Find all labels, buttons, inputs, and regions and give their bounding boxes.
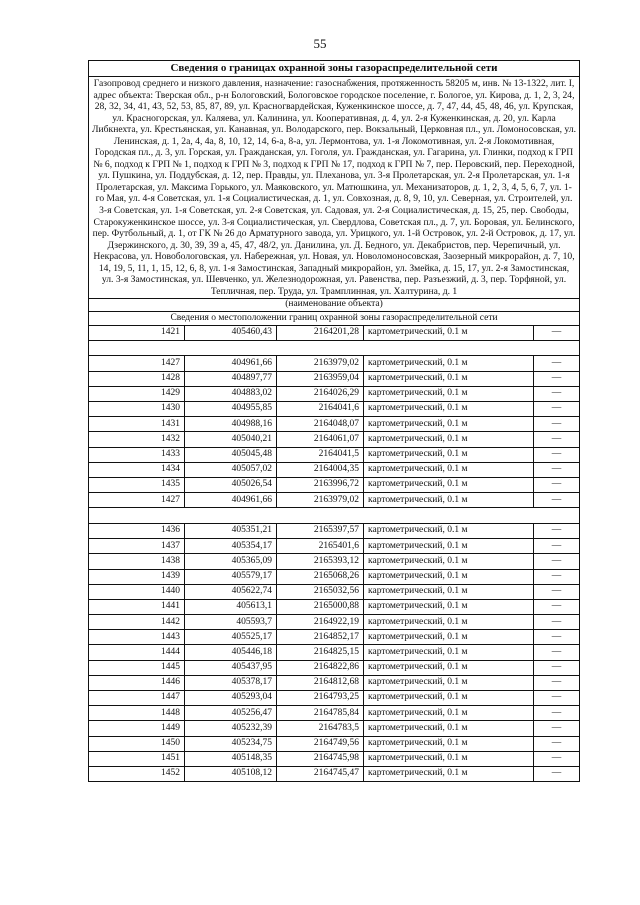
table-row	[89, 493, 580, 508]
note-cell: —	[534, 660, 580, 675]
point-number-cell: 1436	[89, 523, 185, 538]
location-caption: Сведения о местоположении границ охранной зоны газораспределительной сети	[89, 311, 580, 325]
object-name-caption: (наименование объекта)	[89, 299, 580, 311]
note-cell: —	[534, 569, 580, 584]
group-separator-cell	[89, 340, 580, 356]
table-row	[89, 675, 580, 690]
y-coordinate-cell: 2164822,86	[277, 660, 364, 675]
y-coordinate-cell: 2164745,47	[277, 766, 364, 781]
point-number-cell: 1439	[89, 569, 185, 584]
table-row	[89, 325, 580, 340]
x-coordinate-cell: 405256,47	[185, 706, 277, 721]
note-cell: —	[534, 751, 580, 766]
y-coordinate-cell: 2165068,26	[277, 569, 364, 584]
y-coordinate-cell: 2163996,72	[277, 477, 364, 492]
table-row	[89, 432, 580, 447]
method-cell: картометрический, 0.1 м	[364, 493, 534, 508]
note-cell: —	[534, 645, 580, 660]
method-cell: картометрический, 0.1 м	[364, 615, 534, 630]
point-number-cell: 1437	[89, 539, 185, 554]
table-row	[89, 554, 580, 569]
table-row	[89, 691, 580, 706]
method-cell: картометрический, 0.1 м	[364, 599, 534, 614]
y-coordinate-cell: 2165401,6	[277, 539, 364, 554]
method-cell: картометрический, 0.1 м	[364, 554, 534, 569]
table-row	[89, 417, 580, 432]
x-coordinate-cell: 405293,04	[185, 691, 277, 706]
table-row	[89, 645, 580, 660]
note-cell: —	[534, 539, 580, 554]
object-description: Газопровод среднего и низкого давления, назначение: газоснабжения, протяженность 58205 м, инв. № 13-1322, лит. I, адрес объекта: Тверская обл., р-н Бологовский, Бологовское городское поселение, г. Бологое, ул. Кирова, д. 1, 2, 3, 24, 28, 32, 34, 41, 43, 52, 53, 85, 87, 89, ул. Красногвардейская, Куженкинское шоссе, д. 7, 47, 44, 45, 48, 46, ул. Крупская, ул. Красногорская, ул. Каляева, ул. Калинина, ул. Кооперативная, д. 4, ул. 2-я Куженкинская, д. 20, ул. Карла Либкнехта, ул. Крестьянская, ул. Канавная, ул. Володарского, пер. Вокзальный, Церковная пл., ул. Ломоносовская, ул. Ленинская, д. 1, 2а, 4, 4а, 8, 10, 12, 14, 6-а, 8-а, ул. Лермонтова, ул. 1-я Локомотивная, ул. 2-я Локомотивная, Городская пл., д. 3, ул. Горская, ул. Гражданская, ул. Гоголя, ул. Гражданская, ул. Гагарина, ул. Глинки, подход к ГРП № 6, подход к ГРП № 1, подход к ГРП № 3, подход к ГРП № 17, подход к ГРП № 7, пер. Перовский, пер. Переходной, ул. Пушкина, ул. Поддубская, д. 12, пер. Правды, ул. Плеханова, ул. 3-я Пролетарская, ул. 2-я Пролетарская, ул. 1-я Пролетарская, ул. Максима Горького, ул. Маяковского, ул. Матюшкина, ул. Механизаторов, д. 1, 2, 3, 4, 5, 6, 7, ул. 1-го Мая, ул. 4-я Советская, ул. 1-я Социалистическая, д. 1, ул. Совхозная, д. 8, 9, 10, ул. Северная, ул. Строителей, ул. 3-я Советская, ул. 1-я Советская, ул. 2-я Советская, ул. Садовая, ул. 2-я Социалистическая, д. 15, 25, пер. Свободы, Старокуженкинское шоссе, ул. 3-я Социалистическая, ул. Свердлова, Советская пл., д. 7, ул. Боровая, ул. Белинского, пер. Футбольный, д. 1, от ГК № 26 до Арматурного завода, ул. Урицкого, ул. 1-й Островок, ул. 2-й Островок, д. 17, ул. Дзержинского, д. 30, 39, 39 а, 45, 47, 48/2, ул. Данилина, ул. Д. Бедного, ул. Декабристов, пер. Черепичный, ул. Некрасова, ул. Новобологовская, ул. Набережная, ул. Новая, ул. Новоломоносовская, Заозерный микрорайон, д. 7, 10, 14, 19, 5, 11, 1, 15, 12, 6, 8, ул. 1-я Замостинская, Западный микрорайон, ул. Змейка, д. 15, 17, ул. 2-я Замостинская, ул. 3-я Замостинская, ул. Шевченко, ул. Железнодорожная, ул. Равенства, пер. Разъезжий, д. 3, пер. Торфяной, ул. Тепличная, пер. Труда, ул. Трамплинная, ул. Халтурина, д. 1	[89, 77, 580, 299]
table-row	[89, 630, 580, 645]
note-cell: —	[534, 523, 580, 538]
point-number-cell: 1450	[89, 736, 185, 751]
x-coordinate-cell: 405045,48	[185, 447, 277, 462]
group-separator-row	[89, 508, 580, 524]
point-number-cell: 1446	[89, 675, 185, 690]
y-coordinate-cell: 2165393,12	[277, 554, 364, 569]
y-coordinate-cell: 2163979,02	[277, 493, 364, 508]
x-coordinate-cell: 404961,66	[185, 493, 277, 508]
table-row	[89, 386, 580, 401]
table-row	[89, 569, 580, 584]
note-cell: —	[534, 477, 580, 492]
point-number-cell: 1438	[89, 554, 185, 569]
point-number-cell: 1448	[89, 706, 185, 721]
note-cell: —	[534, 402, 580, 417]
y-coordinate-cell: 2164004,35	[277, 462, 364, 477]
table-body	[89, 61, 580, 782]
page-number: 55	[313, 36, 327, 51]
point-number-cell: 1441	[89, 599, 185, 614]
table-row	[89, 584, 580, 599]
point-number-cell: 1443	[89, 630, 185, 645]
point-number-cell: 1429	[89, 386, 185, 401]
method-cell: картометрический, 0.1 м	[364, 402, 534, 417]
point-number-cell: 1427	[89, 356, 185, 371]
x-coordinate-cell: 405365,09	[185, 554, 277, 569]
y-coordinate-cell: 2165397,57	[277, 523, 364, 538]
point-number-cell: 1440	[89, 584, 185, 599]
point-number-cell: 1452	[89, 766, 185, 781]
method-cell: картометрический, 0.1 м	[364, 477, 534, 492]
group-separator-cell	[89, 508, 580, 524]
method-cell: картометрический, 0.1 м	[364, 356, 534, 371]
point-number-cell: 1444	[89, 645, 185, 660]
y-coordinate-cell: 2163959,04	[277, 371, 364, 386]
y-coordinate-cell: 2164201,28	[277, 325, 364, 340]
y-coordinate-cell: 2164783,5	[277, 721, 364, 736]
point-number-cell: 1449	[89, 721, 185, 736]
table-row	[89, 402, 580, 417]
method-cell: картометрический, 0.1 м	[364, 721, 534, 736]
boundary-table	[88, 60, 580, 782]
point-number-cell: 1445	[89, 660, 185, 675]
method-cell: картометрический, 0.1 м	[364, 706, 534, 721]
note-cell: —	[534, 630, 580, 645]
method-cell: картометрический, 0.1 м	[364, 630, 534, 645]
x-coordinate-cell: 405232,39	[185, 721, 277, 736]
x-coordinate-cell: 405579,17	[185, 569, 277, 584]
title-row	[89, 61, 580, 77]
x-coordinate-cell: 405354,17	[185, 539, 277, 554]
x-coordinate-cell: 405108,12	[185, 766, 277, 781]
x-coordinate-cell: 405437,95	[185, 660, 277, 675]
table-row	[89, 751, 580, 766]
point-number-cell: 1442	[89, 615, 185, 630]
y-coordinate-cell: 2164785,84	[277, 706, 364, 721]
point-number-cell: 1447	[89, 691, 185, 706]
method-cell: картометрический, 0.1 м	[364, 417, 534, 432]
method-cell: картометрический, 0.1 м	[364, 325, 534, 340]
note-cell: —	[534, 356, 580, 371]
method-cell: картометрический, 0.1 м	[364, 660, 534, 675]
x-coordinate-cell: 405057,02	[185, 462, 277, 477]
method-cell: картометрический, 0.1 м	[364, 371, 534, 386]
x-coordinate-cell: 404883,02	[185, 386, 277, 401]
y-coordinate-cell: 2164041,5	[277, 447, 364, 462]
point-number-cell: 1435	[89, 477, 185, 492]
method-cell: картометрический, 0.1 м	[364, 462, 534, 477]
table-row	[89, 766, 580, 781]
point-number-cell: 1451	[89, 751, 185, 766]
table-row	[89, 477, 580, 492]
method-cell: картометрический, 0.1 м	[364, 523, 534, 538]
point-number-cell: 1433	[89, 447, 185, 462]
table-row	[89, 356, 580, 371]
group-separator-row	[89, 340, 580, 356]
x-coordinate-cell: 404961,66	[185, 356, 277, 371]
table-row	[89, 660, 580, 675]
note-cell: —	[534, 691, 580, 706]
note-cell: —	[534, 736, 580, 751]
note-cell: —	[534, 766, 580, 781]
note-cell: —	[534, 493, 580, 508]
table-row	[89, 736, 580, 751]
note-cell: —	[534, 554, 580, 569]
method-cell: картометрический, 0.1 м	[364, 736, 534, 751]
x-coordinate-cell: 404897,77	[185, 371, 277, 386]
x-coordinate-cell: 405446,18	[185, 645, 277, 660]
note-cell: —	[534, 462, 580, 477]
y-coordinate-cell: 2165032,56	[277, 584, 364, 599]
note-cell: —	[534, 447, 580, 462]
y-coordinate-cell: 2164922,19	[277, 615, 364, 630]
method-cell: картометрический, 0.1 м	[364, 386, 534, 401]
x-coordinate-cell: 404955,85	[185, 402, 277, 417]
y-coordinate-cell: 2163979,02	[277, 356, 364, 371]
x-coordinate-cell: 405525,17	[185, 630, 277, 645]
x-coordinate-cell: 405234,75	[185, 736, 277, 751]
method-cell: картометрический, 0.1 м	[364, 766, 534, 781]
x-coordinate-cell: 405622,74	[185, 584, 277, 599]
y-coordinate-cell: 2164041,6	[277, 402, 364, 417]
y-coordinate-cell: 2164048,07	[277, 417, 364, 432]
location-caption-row	[89, 311, 580, 325]
point-number-cell: 1431	[89, 417, 185, 432]
note-cell: —	[534, 721, 580, 736]
method-cell: картометрический, 0.1 м	[364, 539, 534, 554]
description-row	[89, 77, 580, 299]
table-row	[89, 706, 580, 721]
object-name-caption-row	[89, 299, 580, 311]
method-cell: картометрический, 0.1 м	[364, 432, 534, 447]
method-cell: картометрический, 0.1 м	[364, 645, 534, 660]
method-cell: картометрический, 0.1 м	[364, 447, 534, 462]
y-coordinate-cell: 2164825,15	[277, 645, 364, 660]
table-row	[89, 371, 580, 386]
point-number-cell: 1421	[89, 325, 185, 340]
y-coordinate-cell: 2164793,25	[277, 691, 364, 706]
method-cell: картометрический, 0.1 м	[364, 584, 534, 599]
x-coordinate-cell: 405593,7	[185, 615, 277, 630]
y-coordinate-cell: 2164745,98	[277, 751, 364, 766]
y-coordinate-cell: 2164812,68	[277, 675, 364, 690]
note-cell: —	[534, 371, 580, 386]
note-cell: —	[534, 599, 580, 614]
point-number-cell: 1428	[89, 371, 185, 386]
x-coordinate-cell: 405613,1	[185, 599, 277, 614]
table-row	[89, 599, 580, 614]
table-row	[89, 539, 580, 554]
table-row	[89, 615, 580, 630]
table-row	[89, 447, 580, 462]
x-coordinate-cell: 405378,17	[185, 675, 277, 690]
x-coordinate-cell: 405026,54	[185, 477, 277, 492]
method-cell: картометрический, 0.1 м	[364, 675, 534, 690]
note-cell: —	[534, 386, 580, 401]
y-coordinate-cell: 2164749,56	[277, 736, 364, 751]
note-cell: —	[534, 325, 580, 340]
point-number-cell: 1427	[89, 493, 185, 508]
x-coordinate-cell: 405460,43	[185, 325, 277, 340]
y-coordinate-cell: 2164061,07	[277, 432, 364, 447]
table-row	[89, 523, 580, 538]
x-coordinate-cell: 405148,35	[185, 751, 277, 766]
y-coordinate-cell: 2164852,17	[277, 630, 364, 645]
note-cell: —	[534, 432, 580, 447]
x-coordinate-cell: 405351,21	[185, 523, 277, 538]
x-coordinate-cell: 405040,21	[185, 432, 277, 447]
method-cell: картометрический, 0.1 м	[364, 751, 534, 766]
y-coordinate-cell: 2165000,88	[277, 599, 364, 614]
y-coordinate-cell: 2164026,29	[277, 386, 364, 401]
point-number-cell: 1430	[89, 402, 185, 417]
table-row	[89, 721, 580, 736]
method-cell: картометрический, 0.1 м	[364, 569, 534, 584]
note-cell: —	[534, 417, 580, 432]
note-cell: —	[534, 706, 580, 721]
point-number-cell: 1432	[89, 432, 185, 447]
point-number-cell: 1434	[89, 462, 185, 477]
table-row	[89, 462, 580, 477]
note-cell: —	[534, 584, 580, 599]
x-coordinate-cell: 404988,16	[185, 417, 277, 432]
table-title: Сведения о границах охранной зоны газораспределительной сети	[89, 61, 580, 77]
note-cell: —	[534, 675, 580, 690]
note-cell: —	[534, 615, 580, 630]
method-cell: картометрический, 0.1 м	[364, 691, 534, 706]
